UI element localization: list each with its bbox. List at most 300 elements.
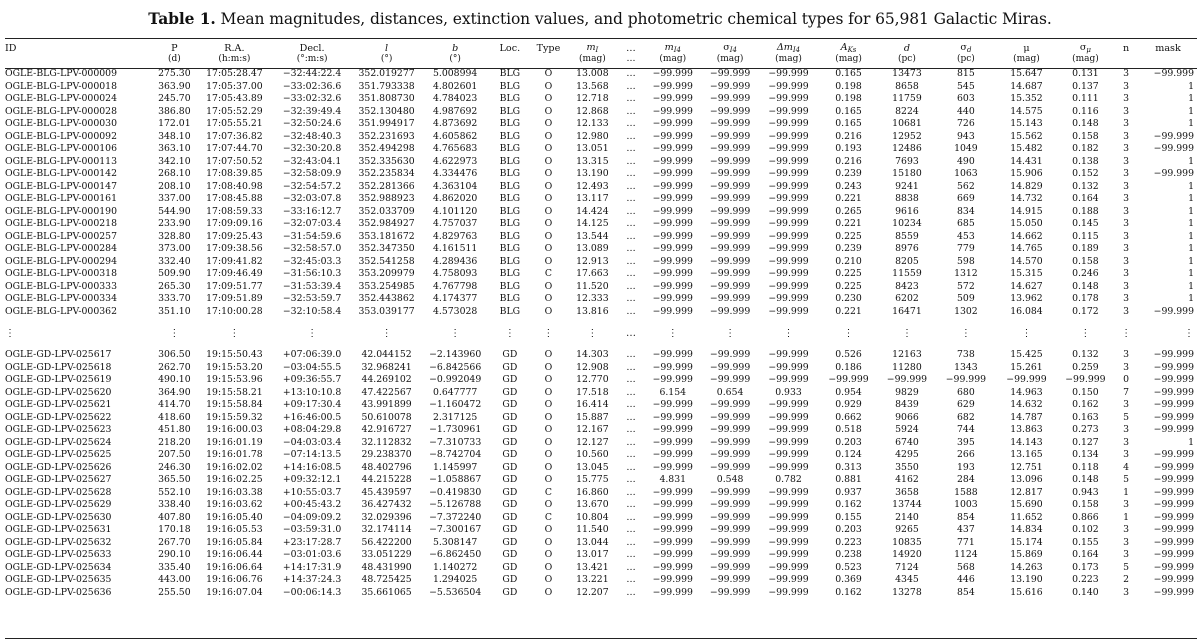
cell-smu: 0.152 xyxy=(1072,168,1099,179)
cell-loc: BLG xyxy=(499,305,521,317)
cell-ra: 17:09:46.49 xyxy=(206,268,263,279)
cell-p: 407.80 xyxy=(158,511,191,523)
cell-loc: BLG xyxy=(499,280,521,292)
table-row xyxy=(5,487,1197,500)
cell-dec: ⋮ xyxy=(307,327,318,339)
cell-l: 352.235834 xyxy=(358,168,415,179)
cell-mi4: −99.999 xyxy=(652,130,693,142)
cell-si4: 0.548 xyxy=(716,474,744,485)
cell-aks: 0.954 xyxy=(835,386,862,398)
table-row xyxy=(5,449,1197,462)
cell-loc: GD xyxy=(502,411,518,423)
cell-dec: +07:06:39.0 xyxy=(282,349,342,360)
cell-dots: … xyxy=(626,193,636,204)
cell-id: OGLE-BLG-LPV-000362 xyxy=(5,305,117,317)
cell-b: 4.622973 xyxy=(432,155,478,167)
cell-si4: 0.654 xyxy=(716,386,744,398)
unit-type xyxy=(531,54,565,68)
cell-b: 4.573028 xyxy=(432,305,478,317)
cell-sd: 744 xyxy=(957,424,975,435)
cell-id: OGLE-BLG-LPV-000142 xyxy=(5,168,117,179)
cell-mask: −99.999 xyxy=(1153,486,1194,498)
cell-mask: 1 xyxy=(1188,180,1194,192)
cell-p: 363.90 xyxy=(158,80,191,92)
cell-mu: 14.687 xyxy=(1010,80,1043,92)
header-b: b xyxy=(452,43,459,54)
table-row xyxy=(5,68,1197,81)
cell-dots: … xyxy=(626,361,636,373)
cell-mi: 10.560 xyxy=(576,449,609,460)
cell-l: 32.112832 xyxy=(361,436,412,448)
cell-p: 207.50 xyxy=(158,449,191,460)
cell-mi4: −99.999 xyxy=(652,93,693,104)
cell-dec: +09:17:30.4 xyxy=(282,399,342,410)
cell-dec: −32:30:20.8 xyxy=(282,143,342,154)
cell-loc: GD xyxy=(502,511,518,523)
cell-b: 4.289436 xyxy=(432,255,478,267)
header-ra: R.A. xyxy=(224,43,245,54)
cell-mask: −99.999 xyxy=(1153,536,1194,548)
cell-type: O xyxy=(544,293,553,304)
cell-dmi4: −99.999 xyxy=(768,93,809,104)
cell-mu: 15.050 xyxy=(1010,218,1043,229)
cell-dots: … xyxy=(626,511,636,523)
cell-sd: 669 xyxy=(957,193,975,204)
cell-sd: ⋮ xyxy=(960,327,971,339)
cell-type: O xyxy=(544,561,553,573)
cell-si4: −99.999 xyxy=(709,193,751,204)
cell-si4: −99.999 xyxy=(709,561,751,573)
cell-id: ⋮ xyxy=(5,327,15,339)
table-row xyxy=(5,293,1197,306)
cell-mi: 12.770 xyxy=(576,374,609,385)
cell-loc: GD xyxy=(502,486,518,498)
cell-d: 10835 xyxy=(892,536,922,548)
cell-d: 4162 xyxy=(895,474,919,485)
cell-d: 8205 xyxy=(895,255,919,267)
cell-l: 42.044152 xyxy=(361,349,412,360)
cell-mi4: −99.999 xyxy=(652,268,693,279)
cell-loc: BLG xyxy=(499,105,521,117)
cell-p: 544.90 xyxy=(158,205,191,217)
table-row xyxy=(5,587,1197,600)
cell-n: 3 xyxy=(1123,293,1130,304)
cell-b: −1.730961 xyxy=(429,424,482,435)
cell-dmi4: −99.999 xyxy=(768,255,809,267)
cell-dots: … xyxy=(626,424,636,435)
cell-aks: 0.193 xyxy=(835,143,862,154)
cell-mu: 12.751 xyxy=(1010,461,1043,473)
bottom-rule xyxy=(5,638,1197,639)
cell-aks: 0.313 xyxy=(835,461,862,473)
cell-l: 48.431990 xyxy=(361,561,412,573)
cell-mi: 17.663 xyxy=(576,268,609,279)
cell-dec: −31:53:39.4 xyxy=(282,280,342,292)
cell-ra: 17:09:38.56 xyxy=(206,243,263,254)
cell-mi: 13.670 xyxy=(576,499,609,510)
cell-mi: 13.421 xyxy=(576,561,609,573)
cell-id: OGLE-BLG-LPV-000030 xyxy=(5,118,117,129)
cell-ra: 17:05:28.47 xyxy=(206,68,263,79)
cell-loc: ⋮ xyxy=(504,327,515,339)
cell-sd: 509 xyxy=(957,293,975,304)
cell-id: OGLE-BLG-LPV-000024 xyxy=(5,93,117,104)
cell-mi: 13.568 xyxy=(576,80,609,92)
cell-d: 8224 xyxy=(895,105,919,117)
cell-d: 8423 xyxy=(895,280,919,292)
cell-dec: −33:16:12.7 xyxy=(282,205,342,217)
cell-mi: 12.333 xyxy=(576,293,609,304)
cell-aks: 0.526 xyxy=(835,349,862,360)
cell-d: 13278 xyxy=(892,586,922,598)
cell-sd: 738 xyxy=(957,349,975,360)
cell-si4: −99.999 xyxy=(709,155,751,167)
cell-d: 3658 xyxy=(895,486,919,498)
table-row xyxy=(5,106,1197,119)
cell-loc: BLG xyxy=(499,168,521,179)
cell-mask: −99.999 xyxy=(1153,499,1194,510)
cell-mask: −99.999 xyxy=(1153,449,1194,460)
cell-n: 1 xyxy=(1123,511,1130,523)
cell-dmi4: −99.999 xyxy=(768,268,809,279)
cell-d: 8439 xyxy=(895,399,919,410)
cell-dots: … xyxy=(626,411,636,423)
cell-sd: 453 xyxy=(957,230,975,242)
cell-d: 8559 xyxy=(895,230,919,242)
cell-ra: 17:09:41.82 xyxy=(206,255,263,267)
cell-id: OGLE-GD-LPV-025619 xyxy=(5,374,112,385)
cell-ra: 17:07:50.52 xyxy=(206,155,263,167)
cell-type: O xyxy=(544,68,553,79)
cell-smu: 0.158 xyxy=(1072,499,1099,510)
cell-smu: 0.155 xyxy=(1072,536,1099,548)
unit-p: (d) xyxy=(167,54,181,64)
cell-dmi4: −99.999 xyxy=(768,218,809,229)
cell-dmi4: −99.999 xyxy=(768,411,809,423)
cell-smu: 0.943 xyxy=(1072,486,1099,498)
cell-dots: … xyxy=(626,574,636,585)
cell-aks: ⋮ xyxy=(843,327,854,339)
cell-loc: BLG xyxy=(499,93,521,104)
cell-type: O xyxy=(544,574,553,585)
cell-dmi4: −99.999 xyxy=(768,361,809,373)
cell-sd: 1312 xyxy=(954,268,978,279)
cell-dec: −03:01:03.6 xyxy=(282,549,342,560)
cell-mi: 13.045 xyxy=(576,461,609,473)
cell-mask: −99.999 xyxy=(1153,374,1194,385)
cell-dots: … xyxy=(626,230,636,242)
table-row xyxy=(5,574,1197,587)
cell-dmi4: −99.999 xyxy=(768,180,809,192)
cell-smu: ⋮ xyxy=(1080,327,1091,339)
cell-aks: 0.523 xyxy=(835,561,862,573)
cell-dmi4: −99.999 xyxy=(768,143,809,154)
cell-ra: 19:15:58.21 xyxy=(206,386,263,398)
cell-mi4: 6.154 xyxy=(659,386,687,398)
cell-b: −2.143960 xyxy=(429,349,482,360)
cell-dec: −33:02:32.6 xyxy=(282,93,342,104)
cell-b: 4.802601 xyxy=(432,80,478,92)
cell-type: O xyxy=(544,411,553,423)
cell-d: 9241 xyxy=(895,180,919,192)
cell-si4: −99.999 xyxy=(709,424,751,435)
cell-p: 335.40 xyxy=(158,561,191,573)
table-row xyxy=(5,349,1197,362)
cell-id: OGLE-GD-LPV-025622 xyxy=(5,411,112,423)
cell-n: 3 xyxy=(1123,424,1130,435)
cell-p: 373.00 xyxy=(158,243,191,254)
cell-aks: 0.221 xyxy=(835,218,862,229)
cell-id: OGLE-BLG-LPV-000161 xyxy=(5,193,117,204)
cell-dmi4: −99.999 xyxy=(768,68,809,79)
cell-type: O xyxy=(544,118,553,129)
cell-id: OGLE-GD-LPV-025628 xyxy=(5,486,112,498)
cell-loc: GD xyxy=(502,561,518,573)
cell-n: 3 xyxy=(1123,349,1130,360)
cell-d: 9829 xyxy=(895,386,919,398)
cell-p: 509.90 xyxy=(158,268,191,279)
cell-smu: 0.132 xyxy=(1072,180,1099,192)
cell-mi4: −99.999 xyxy=(652,205,693,217)
cell-d: 5924 xyxy=(895,424,919,435)
cell-ra: 17:08:39.85 xyxy=(206,168,263,179)
cell-type: O xyxy=(544,80,553,92)
unit-ra: (h:m:s) xyxy=(218,54,251,64)
cell-l: 44.215228 xyxy=(361,474,412,485)
cell-n: 3 xyxy=(1123,361,1130,373)
cell-loc: GD xyxy=(502,499,518,510)
cell-ra: 17:08:59.33 xyxy=(206,205,263,217)
cell-dots: … xyxy=(626,399,636,410)
cell-dots: … xyxy=(626,255,636,267)
cell-b: −1.160472 xyxy=(429,399,482,410)
cell-mi4: −99.999 xyxy=(652,193,693,204)
cell-p: 552.10 xyxy=(158,486,191,498)
cell-mi4: −99.999 xyxy=(652,105,693,117)
header-smu: $\sigma_\mu$ xyxy=(1079,42,1091,54)
cell-smu: 0.163 xyxy=(1072,411,1099,423)
cell-l: 36.427432 xyxy=(361,499,412,510)
cell-si4: −99.999 xyxy=(709,436,751,448)
cell-smu: 0.189 xyxy=(1072,243,1099,254)
cell-mi4: −99.999 xyxy=(652,561,693,573)
unit-dmi4: (mag) xyxy=(775,54,802,64)
header-si4: $\sigma_{I4}$ xyxy=(723,42,737,54)
cell-id: OGLE-BLG-LPV-000334 xyxy=(5,293,117,304)
cell-loc: GD xyxy=(502,474,518,485)
cell-l: 353.039177 xyxy=(358,305,415,317)
cell-type: O xyxy=(544,180,553,192)
cell-dots: … xyxy=(626,449,636,460)
cell-n: 3 xyxy=(1123,230,1130,242)
cell-dec: −32:07:03.4 xyxy=(282,218,342,229)
cell-mi: 16.860 xyxy=(576,486,609,498)
cell-b: 1.294025 xyxy=(432,574,478,585)
cell-sd: 598 xyxy=(957,255,975,267)
cell-mask: −99.999 xyxy=(1153,305,1194,317)
cell-n: 7 xyxy=(1123,386,1130,398)
cell-type: O xyxy=(544,386,553,398)
table-row xyxy=(5,181,1197,194)
cell-ra: 17:09:25.43 xyxy=(206,230,263,242)
cell-id: OGLE-GD-LPV-025636 xyxy=(5,586,112,598)
cell-smu: 0.172 xyxy=(1072,305,1099,317)
cell-type: O xyxy=(544,130,553,142)
cell-n: 3 xyxy=(1123,305,1130,317)
cell-type: O xyxy=(544,305,553,317)
cell-dmi4: −99.999 xyxy=(768,436,809,448)
cell-smu: 0.127 xyxy=(1072,436,1099,448)
cell-si4: −99.999 xyxy=(709,118,751,129)
cell-l: ⋮ xyxy=(381,327,392,339)
cell-d: 16471 xyxy=(892,305,922,317)
table-row xyxy=(5,156,1197,169)
cell-type: O xyxy=(544,193,553,204)
cell-loc: GD xyxy=(502,349,518,360)
table-row xyxy=(5,437,1197,450)
header-dec: Decl. xyxy=(299,43,325,54)
cell-dec: −07:14:13.5 xyxy=(282,449,342,460)
cell-ra: 19:16:06.44 xyxy=(206,549,263,560)
cell-dots: … xyxy=(626,130,636,142)
table-row xyxy=(5,362,1197,375)
header-loc: Loc. xyxy=(499,43,521,54)
cell-mi: 16.414 xyxy=(576,399,609,410)
cell-smu: 0.102 xyxy=(1072,524,1099,535)
cell-smu: 0.148 xyxy=(1072,474,1099,485)
table-row xyxy=(5,549,1197,562)
cell-ra: 17:09:51.77 xyxy=(206,280,263,292)
cell-mu: 15.143 xyxy=(1010,118,1043,129)
cell-ra: 17:10:00.28 xyxy=(206,305,263,317)
cell-mi: 12.980 xyxy=(576,130,609,142)
cell-dots: … xyxy=(626,474,636,485)
cell-dec: −32:03:07.8 xyxy=(282,193,342,204)
table-caption-text: Mean magnitudes, distances, extinction values, and photometric chemical types for 65,981 Galactic Miras. xyxy=(220,10,1052,28)
cell-smu: 0.158 xyxy=(1072,255,1099,267)
cell-l: 32.029396 xyxy=(361,511,412,523)
cell-mi4: −99.999 xyxy=(652,68,693,79)
cell-dots: … xyxy=(626,80,636,92)
cell-mi4: −99.999 xyxy=(652,586,693,598)
cell-ra: ⋮ xyxy=(229,327,240,339)
cell-smu: 0.140 xyxy=(1072,586,1099,598)
cell-ra: 17:08:40.98 xyxy=(206,180,263,192)
cell-p: 218.20 xyxy=(158,436,191,448)
cell-mi: 14.125 xyxy=(576,218,609,229)
cell-smu: 0.273 xyxy=(1072,424,1099,435)
cell-mi4: −99.999 xyxy=(652,374,693,385)
cell-dots: … xyxy=(626,461,636,473)
cell-mask: −99.999 xyxy=(1153,349,1194,360)
cell-dots: … xyxy=(626,436,636,448)
cell-smu: 0.259 xyxy=(1072,361,1099,373)
cell-dots: … xyxy=(626,524,636,535)
cell-mi4: −99.999 xyxy=(652,549,693,560)
cell-smu: 0.131 xyxy=(1072,68,1099,79)
cell-mi4: −99.999 xyxy=(652,511,693,523)
cell-id: OGLE-GD-LPV-025617 xyxy=(5,349,112,360)
cell-d: 11280 xyxy=(892,361,922,373)
cell-sd: 545 xyxy=(957,80,975,92)
cell-smu: 0.132 xyxy=(1072,349,1099,360)
cell-id: OGLE-GD-LPV-025633 xyxy=(5,549,112,560)
cell-dots: … xyxy=(626,349,636,360)
cell-dec: +13:10:10.8 xyxy=(282,386,342,398)
header-sd: $\sigma_d$ xyxy=(960,42,972,54)
cell-sd: 284 xyxy=(957,474,975,485)
cell-sd: 680 xyxy=(957,386,975,398)
cell-b: −6.842566 xyxy=(429,361,482,373)
cell-mi: 13.221 xyxy=(576,574,609,585)
header-l: l xyxy=(385,43,389,54)
cell-p: 262.70 xyxy=(158,361,191,373)
cell-mu: 14.963 xyxy=(1010,386,1043,398)
cell-sd: 1063 xyxy=(954,168,978,179)
cell-l: 353.209979 xyxy=(358,268,415,279)
cell-dmi4: −99.999 xyxy=(768,205,809,217)
cell-si4: −99.999 xyxy=(709,168,751,179)
cell-l: 48.402796 xyxy=(361,461,412,473)
cell-type: C xyxy=(544,486,552,498)
cell-dots: … xyxy=(626,93,636,104)
cell-l: 47.422567 xyxy=(361,386,412,398)
cell-mi4: −99.999 xyxy=(652,449,693,460)
cell-dec: −32:10:58.4 xyxy=(282,305,342,317)
cell-l: 352.443862 xyxy=(358,293,415,304)
cell-p: 333.70 xyxy=(158,293,191,304)
cell-mu: 15.562 xyxy=(1010,130,1043,142)
cell-si4: −99.999 xyxy=(709,105,751,117)
table-row xyxy=(5,512,1197,525)
cell-si4: −99.999 xyxy=(709,536,751,548)
cell-ra: 19:16:05.53 xyxy=(206,524,263,535)
cell-loc: GD xyxy=(502,424,518,435)
cell-n: 5 xyxy=(1123,474,1130,485)
table-row xyxy=(5,81,1197,94)
cell-id: OGLE-BLG-LPV-000294 xyxy=(5,255,117,267)
cell-mi4: ⋮ xyxy=(667,327,678,339)
cell-b: ⋮ xyxy=(450,327,461,339)
cell-loc: BLG xyxy=(499,180,521,192)
cell-mu: ⋮ xyxy=(1021,327,1032,339)
cell-aks: 0.162 xyxy=(835,586,862,598)
cell-dmi4: −99.999 xyxy=(768,118,809,129)
cell-dots: … xyxy=(626,499,636,510)
cell-n: 4 xyxy=(1123,461,1130,473)
cell-id: OGLE-BLG-LPV-000018 xyxy=(5,80,117,92)
cell-mu: 15.482 xyxy=(1010,143,1043,154)
cell-dmi4: −99.999 xyxy=(768,499,809,510)
unit-n xyxy=(1113,54,1139,68)
cell-aks: 0.198 xyxy=(835,93,862,104)
cell-mu: 15.869 xyxy=(1010,549,1043,560)
cell-dec: −03:04:55.5 xyxy=(282,361,342,373)
cell-d: 7124 xyxy=(895,561,919,573)
cell-mi: 17.518 xyxy=(576,386,609,398)
cell-type: O xyxy=(544,399,553,410)
unit-b: (°) xyxy=(449,54,461,64)
cell-mi: 10.804 xyxy=(576,511,609,523)
cell-n: 1 xyxy=(1123,486,1130,498)
cell-sd: 685 xyxy=(957,218,975,229)
cell-smu: 0.118 xyxy=(1072,461,1099,473)
cell-aks: 0.243 xyxy=(835,180,862,192)
cell-b: −5.536504 xyxy=(429,586,482,598)
cell-mi4: −99.999 xyxy=(652,230,693,242)
cell-sd: 572 xyxy=(957,280,975,292)
cell-l: 33.051229 xyxy=(361,549,412,560)
